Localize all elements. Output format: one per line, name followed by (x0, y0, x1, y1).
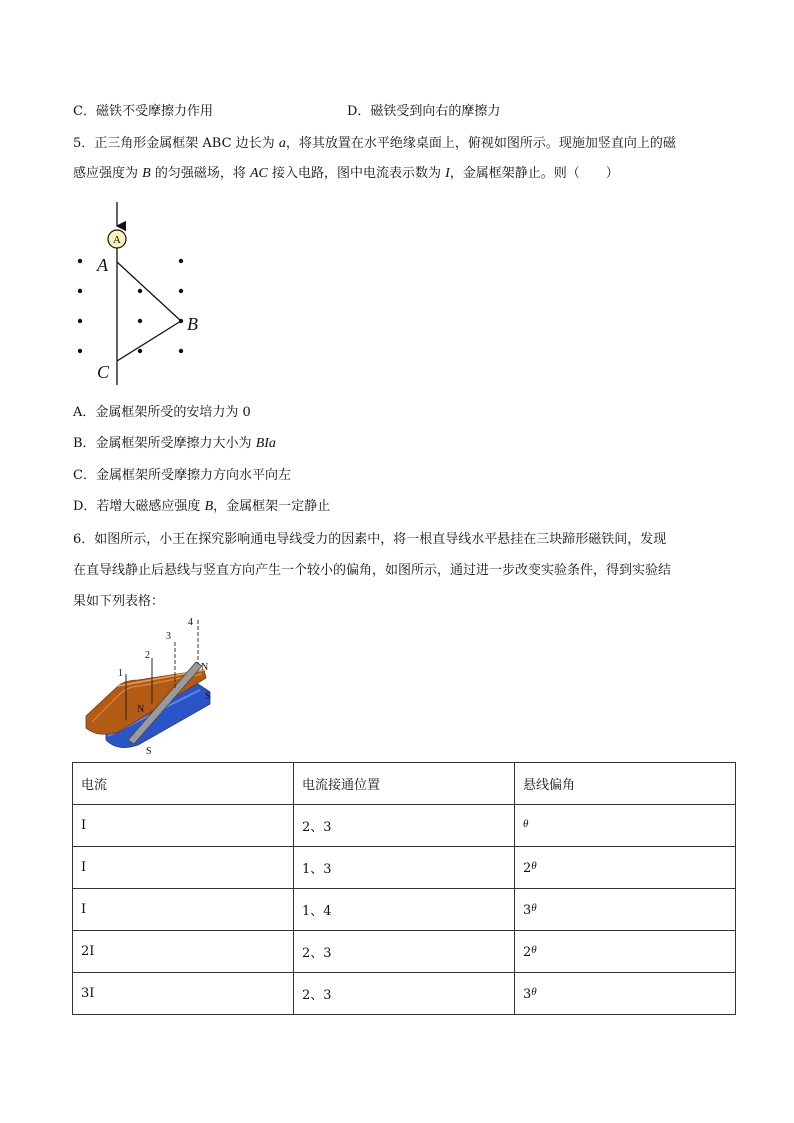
q5-option-b-text: B．金属框架所受摩擦力大小为 (73, 436, 256, 451)
q4-option-d: D．磁铁受到向右的摩擦力 (347, 104, 501, 119)
q5-triangle-figure (70, 200, 220, 390)
header-current: 电流 (73, 763, 294, 805)
q5-option-b (73, 434, 276, 454)
cell-position: 1、3 (294, 847, 515, 889)
cell-current: I (73, 805, 294, 847)
pole-label-s-right: S (205, 691, 211, 702)
pole-label-n-mid: N (137, 704, 145, 715)
table-row (73, 889, 736, 931)
header-position: 电流接通位置 (294, 763, 515, 805)
position-label-3: 3 (166, 631, 171, 642)
vertex-b-label: B (187, 314, 198, 334)
cell-angle (515, 931, 736, 973)
position-label-2: 2 (145, 650, 150, 661)
q5-var-i: I (445, 166, 450, 181)
q5-option-c: C．金属框架所受摩擦力方向水平向左 (73, 468, 291, 483)
q6-magnet-figure (78, 612, 228, 757)
table-header-row (73, 763, 736, 805)
q5-option-b-var: BIa (255, 436, 276, 451)
theta-symbol: θ (531, 943, 537, 956)
theta-symbol: θ (531, 859, 537, 872)
q5-option-d (73, 497, 330, 517)
vertex-a-label: A (97, 255, 108, 275)
q5-option-a: A．金属框架所受的安培力为 0 (73, 405, 251, 420)
cell-angle (515, 847, 736, 889)
theta-symbol: θ (531, 985, 537, 998)
q6-results-table (72, 762, 736, 1015)
header-angle: 悬线偏角 (515, 763, 736, 805)
cell-current: 3I (73, 973, 294, 1015)
q6-stem-line3: 果如下列表格： (73, 594, 165, 609)
pole-label-s-bottom: S (146, 746, 152, 757)
angle-coef: 2 (523, 944, 532, 960)
q5-stem-line1 (73, 134, 676, 154)
side-bc (117, 321, 181, 361)
magnetic-field-dots (78, 259, 183, 353)
cell-angle (515, 805, 736, 847)
q5-var-ac: AC (249, 166, 268, 181)
table-row (73, 973, 736, 1015)
side-ab (117, 262, 181, 321)
q5-stem-text: 接入电路，图中电流表示数为 (267, 166, 446, 181)
q5-stem-text: 感应强度为 (73, 166, 143, 181)
vertex-c-label: C (97, 362, 110, 382)
table-row (73, 847, 736, 889)
angle-coef: 3 (523, 902, 532, 918)
q5-stem-text: ，金属框架静止。则（ ） (449, 166, 619, 181)
cell-position: 1、4 (294, 889, 515, 931)
q4-option-c: C．磁铁不受摩擦力作用 (73, 104, 213, 119)
q5-stem-line2 (73, 164, 619, 184)
position-label-4: 4 (188, 617, 193, 628)
cell-current: 2I (73, 931, 294, 973)
q5-stem-text: 5．正三角形金属框架 ABC 边长为 (73, 136, 279, 151)
cell-position: 2、3 (294, 931, 515, 973)
q6-stem-line1: 6．如图所示，小王在探究影响通电导线受力的因素中，将一根直导线水平悬挂在三块蹄形磁铁间，发现 (73, 532, 667, 547)
cell-angle (515, 889, 736, 931)
table-row (73, 805, 736, 847)
q5-option-d-text: D．若增大磁感应强度 (73, 499, 205, 514)
angle-coef: 2 (523, 860, 532, 876)
cell-angle (515, 973, 736, 1015)
angle-coef: 3 (523, 986, 532, 1002)
pole-label-n-top: N (201, 662, 209, 673)
theta-symbol: θ (531, 901, 537, 914)
cell-current: I (73, 847, 294, 889)
position-label-1: 1 (118, 668, 123, 679)
q5-stem-text: 的匀强磁场，将 (150, 166, 250, 181)
theta-symbol: θ (523, 817, 529, 830)
cell-current: I (73, 889, 294, 931)
ammeter-label: A (113, 234, 121, 246)
q5-stem-text: ，将其放置在水平绝缘桌面上，俯视如图所示。现施加竖直向上的磁 (285, 136, 676, 151)
q5-var-b: B (142, 166, 151, 181)
cell-position: 2、3 (294, 805, 515, 847)
table-row (73, 931, 736, 973)
q5-var-a: a (278, 136, 286, 151)
cell-position: 2、3 (294, 973, 515, 1015)
q5-option-d-text: ，金属框架一定静止 (213, 499, 331, 514)
q5-option-d-var: B (204, 499, 214, 514)
q6-stem-line2: 在直导线静止后悬线与竖直方向产生一个较小的偏角，如图所示，通过进一步改变实验条件，得到实验结 (73, 563, 672, 578)
